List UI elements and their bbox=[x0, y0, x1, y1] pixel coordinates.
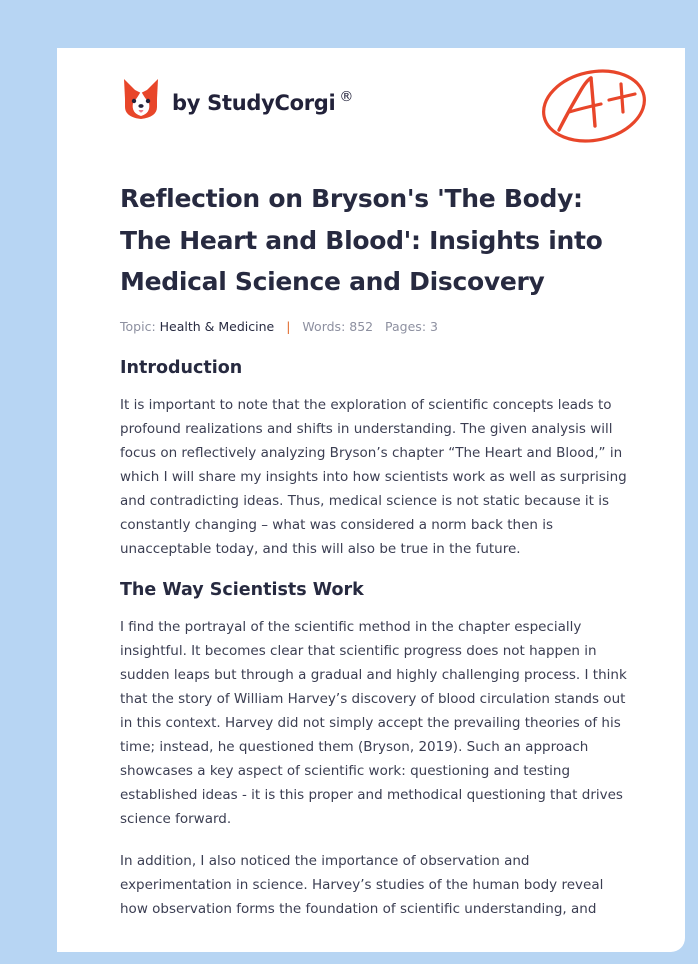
words-value: 852 bbox=[349, 318, 374, 334]
paragraph: In addition, I also noticed the importance of observation and experimentation in science. Harvey’s studies of the human body reveal how observation forms the foundation of scientific understanding, and bbox=[120, 852, 604, 917]
article-title: Reflection on Bryson's 'The Body: The Heart and Blood': Insights into Medical Science and Discovery bbox=[120, 184, 603, 296]
corgi-logo-icon bbox=[121, 77, 161, 121]
document-page bbox=[57, 48, 685, 952]
meta-separator: | bbox=[286, 318, 291, 334]
pages-label: Pages: bbox=[385, 318, 427, 334]
words-label: Words: bbox=[302, 318, 346, 334]
article-meta bbox=[120, 319, 630, 334]
page-header bbox=[57, 48, 685, 158]
paragraph: I find the portrayal of the scientific method in the chapter especially insightful. It becomes clear that scientific progress does not happen in sudden leaps but through a gradual and highly challenging process. I think that the story of William Harvey’s discovery of blood circulation stands out in this context. Harvey did not simply accept the prevailing theories of his time; instead, he questioned them (Bryson, 2019). Such an approach showcases a key aspect of scientific work: questioning and testing established ideas - it is this proper and methodical questioning that drives science forward. bbox=[120, 618, 627, 827]
pages-value: 3 bbox=[430, 318, 438, 334]
paragraph: It is important to note that the exploration of scientific concepts leads to profound realizations and shifts in understanding. The given analysis will focus on reflectively analyzing Bryson’s chapter “The Heart and Blood,” in which I will share my insights into how scientists work as well as surprising and contradicting ideas. Thus, medical science is not static because it is constantly changing – what was considered a norm back then is unacceptable today, and this will also be true in the future. bbox=[120, 396, 627, 557]
topic-label: Topic: bbox=[120, 318, 156, 334]
registered-mark: ® bbox=[339, 89, 354, 105]
brand-logo[interactable] bbox=[121, 76, 353, 122]
a-plus-grade-icon bbox=[539, 60, 651, 146]
topic-value[interactable]: Health & Medicine bbox=[159, 318, 275, 334]
section-heading-introduction: Introduction bbox=[120, 357, 243, 378]
article-content bbox=[120, 178, 630, 921]
brand-name: by StudyCorgi ® bbox=[172, 89, 354, 115]
section-heading-scientists-work: The Way Scientists Work bbox=[120, 579, 364, 600]
